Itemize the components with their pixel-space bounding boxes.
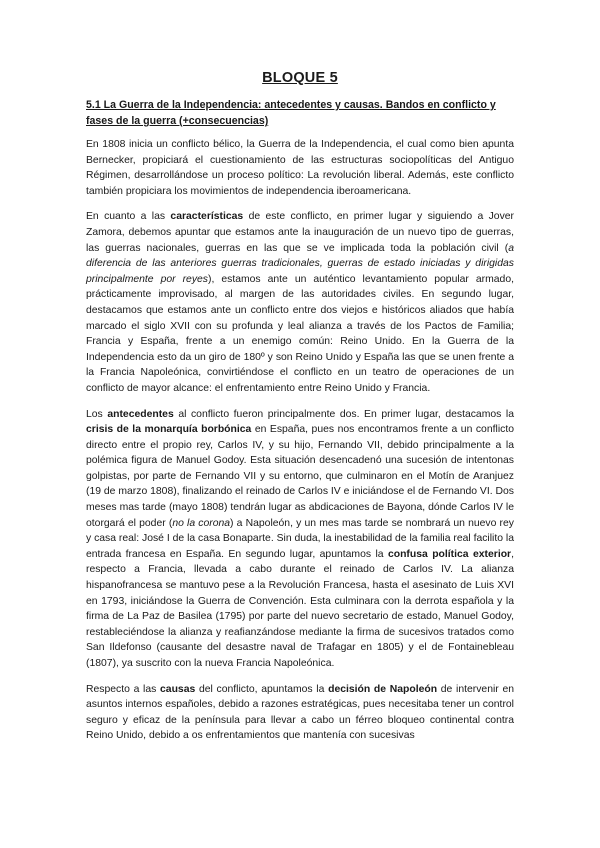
italic-aside: no la corona [172,517,231,529]
section-heading: 5.1 La Guerra de la Independencia: antecedentes y causas. Bandos en conflicto y fases de la guerra (+consecuencias) [86,99,496,127]
emphasis-napoleon: decisión de Napoleón [328,683,438,695]
emphasis-foreign-policy: confusa política exterior [387,548,512,560]
paragraph-intro: En 1808 inicia un conflicto bélico, la Guerra de la Independencia, el cual como bien apunta Bernecker, propiciará el cuestionamiento de las estructuras sociopolíticas del Antiguo Régimen, desarrollándose un proceso político: La revolución liberal. Además, este conflicto también propiciara los movimientos de independencia iberoamericana. [86,139,514,197]
emphasis-characteristics: características [170,211,244,223]
document-title: BLOQUE 5 [262,70,338,86]
emphasis-crisis: crisis de la monarquía borbónica [86,424,252,436]
paragraph-antecedents: Los antecedentes al conflicto fueron principalmente dos. En primer lugar, destacamos la crisis de la monarquía borbónica en España, pues nos encontramos frente a un conflicto directo entre el propio rey, Carlos IV, y su hijo, Fernando VII, debido principalmente a la polémica figura de Manuel Godoy. Esta situación desencadenó una sucesión de intentonas golpistas, por parte de Fernando VII y su entorno, que culminaron en el Motín de Aranjuez (19 de marzo 1808), finalizando el reinado de Carlos IV e iniciándose el de Fernando VI. Dos meses mas tarde (mayo 1808) tendrán lugar as abdicaciones de Bayona, dónde Carlos IV le otorgará el poder (no la corona) a Napoleón, y un mes mas tarde se nombrará un nuevo rey y casa real: José I de la casa Bonaparte. Sin duda, la inestabilidad de la familia real facilito la entrada francesa en España. En segundo lugar, apuntamos la confusa política exterior, respecto a Francia, llevada a cabo durante el reinado de Carlos IV. La alianza hispanofrancesa se mantuvo pese a la Revolución Francesa, hasta el asesinato de Luis XVI en 1793, iniciándose la Guerra de Convención. Esta culminara con la derrota española y la firma de La Paz de Basilea (1795) por parte del nuevo secretario de estado, Manuel Godoy, restableciéndose la alianza y reafianzándose mediante la firma de sucesivos tratados como San Ildefonso (causante del desastre naval de Trafagar en 1805) y el de Fontainebleau (1807), ya suscrito con la nueva Francia Napoleónica. [86,408,514,669]
emphasis-antecedents: antecedentes [107,408,174,420]
emphasis-causes: causas [160,683,196,695]
italic-aside: a diferencia de las anteriores guerras tradicionales, guerras de estado iniciadas y dirigidas principalmente por reyes [86,242,514,285]
paragraph-causes: Respecto a las causas del conflicto, apuntamos la decisión de Napoleón de intervenir en asuntos internos españoles, debido a razones estratégicas, pues necesitaba tener un control seguro y eficaz de la península para llevar a cabo un férreo bloqueo continental contra Reino Unido, debido a os enfrentamientos que mantenía con sucesivas [86,683,515,742]
paragraph-characteristics: En cuanto a las características de este conflicto, en primer lugar y siguiendo a Jover Zamora, debemos apuntar que estamos ante la inauguración de un nuevo tipo de guerras, las guerras nacionales, guerras en las que se ve implicada toda la población civil (a diferencia de las anteriores guerras tradicionales, guerras de estado iniciadas y dirigidas principalmente por reyes), estamos ante un auténtico levantamiento popular armado, prácticamente improvisado, al margen de las autoridades civiles. En segundo lugar, destacamos que estamos ante un conflicto entre dos viejos e históricos aliados que había marcado el siglo XVII con su profunda y leal alianza a través de los Pactos de Familia; Francia y España, frente a un enemigo común: Reino Unido. En la Guerra de la Independencia esto da un giro de 180º y son Reino Unido y España las que se unen frente a la Francia Napoleónica, convirtiéndose el conflicto en un teatro de operaciones de un conflicto de mayor alcance: el enfrentamiento entre Reino Unido y Francia. [86,211,515,394]
